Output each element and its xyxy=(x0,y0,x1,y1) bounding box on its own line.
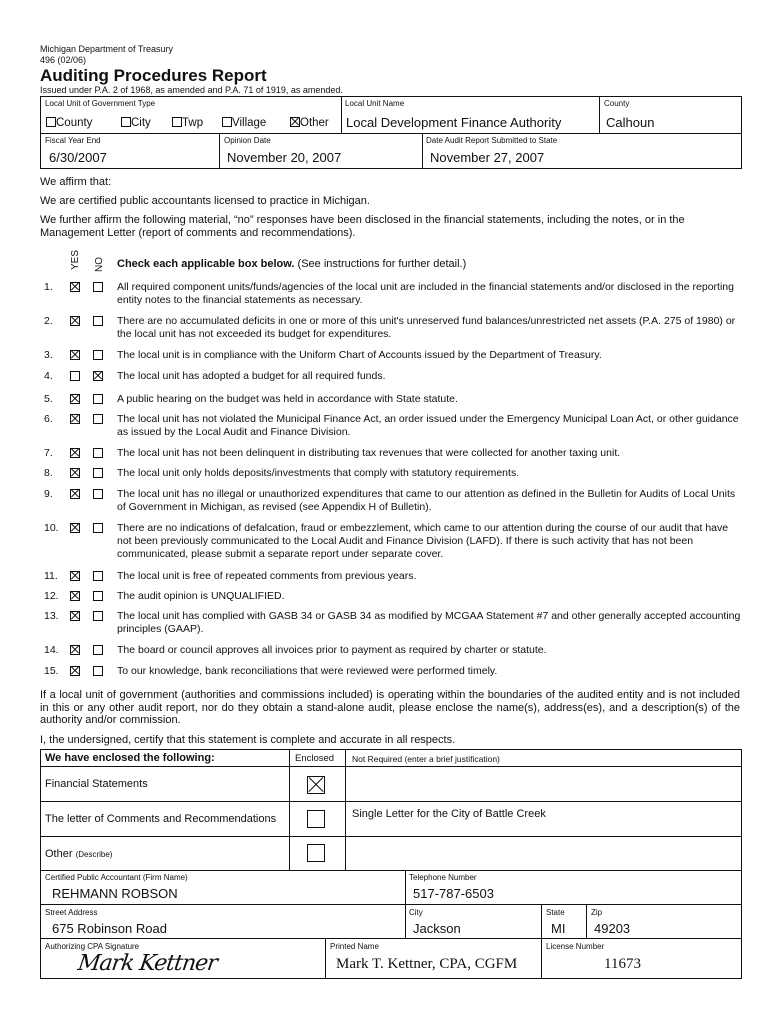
no-checkbox[interactable] xyxy=(93,591,103,601)
item-number: 1. xyxy=(44,281,53,293)
city-value[interactable]: Jackson xyxy=(413,921,461,936)
row-letter-comments-label: The letter of Comments and Recommendations xyxy=(45,813,277,825)
affirm-certified: We are certified public accountants licensed to practice in Michigan. xyxy=(40,195,370,207)
signature-label: Authorizing CPA Signature xyxy=(45,942,140,951)
zip-value[interactable]: 49203 xyxy=(594,921,631,936)
county-value[interactable]: Calhoun xyxy=(606,115,655,130)
street-label: Street Address xyxy=(45,908,98,917)
item-text: The local unit has not been delinquent in distributing tax revenues that were collected for another taxing unit. xyxy=(117,447,621,459)
firm-value[interactable]: REHMANN ROBSON xyxy=(52,886,178,901)
type-twp-checkbox[interactable] xyxy=(172,117,182,127)
yes-checkbox[interactable] xyxy=(70,350,80,360)
yes-checkbox[interactable] xyxy=(70,468,80,478)
no-checkbox[interactable] xyxy=(93,316,103,326)
yes-checkbox[interactable] xyxy=(70,611,80,621)
item-text: The local unit is free of repeated comments from previous years. xyxy=(117,570,417,582)
no-checkbox[interactable] xyxy=(93,666,103,676)
unit-name-value[interactable]: Local Development Finance Authority xyxy=(346,115,562,130)
item-text: The local unit has complied with GASB 34 or GASB 34 as modified by MCGAA Statement #7 and other generally accepted accounting principles (GAAP). xyxy=(117,610,741,635)
yes-column-label: YES xyxy=(70,249,81,270)
item-text: The local unit has adopted a budget for all required funds. xyxy=(117,370,386,382)
yes-checkbox[interactable] xyxy=(70,666,80,676)
unit-name-label: Local Unit Name xyxy=(345,99,405,108)
type-county[interactable]: County xyxy=(46,117,92,129)
dates-box xyxy=(40,133,742,169)
item-text: To our knowledge, bank reconciliations that were reviewed were performed timely. xyxy=(117,665,498,677)
no-checkbox[interactable] xyxy=(93,468,103,478)
yes-checkbox[interactable] xyxy=(70,282,80,292)
local-unit-note: If a local unit of government (authorities and commissions included) is operating within the boundaries of the audited entity and is not included in this or any other audit report, nor do they obtain a stand-alone audit, please enclose the name(s), address(es), and a description(s) of the authority and/or commission. xyxy=(40,689,740,726)
item-number: 15. xyxy=(44,665,59,677)
item-number: 2. xyxy=(44,315,53,327)
street-value[interactable]: 675 Robinson Road xyxy=(52,921,167,936)
yes-checkbox[interactable] xyxy=(70,489,80,499)
item-number: 10. xyxy=(44,522,59,534)
check-instruction: Check each applicable box below. (See instructions for further detail.) xyxy=(117,258,467,270)
fiscal-value[interactable]: 6/30/2007 xyxy=(49,150,107,165)
signature[interactable]: Mark Kettner xyxy=(76,951,219,976)
type-village-checkbox[interactable] xyxy=(222,117,232,127)
opinion-value[interactable]: November 20, 2007 xyxy=(227,150,342,165)
item-text: The local unit has no illegal or unauthorized expenditures that came to our attention as defined in the Bulletin for Audits of Local Units of Government in Michigan, as revised (see Appendix H of Bulletin). xyxy=(117,488,736,513)
letter-comments-enclosed-checkbox[interactable] xyxy=(307,810,325,828)
row-other-label: Other (Describe) xyxy=(45,848,113,860)
enclosed-col-label: Enclosed xyxy=(295,753,335,764)
type-other[interactable]: Other xyxy=(290,117,329,129)
type-city-checkbox[interactable] xyxy=(121,117,131,127)
yes-checkbox[interactable] xyxy=(70,571,80,581)
item-number: 9. xyxy=(44,488,53,500)
fiscal-label: Fiscal Year End xyxy=(45,136,101,145)
item-text: The local unit only holds deposits/investments that comply with statutory requirements. xyxy=(117,467,520,479)
city-label: City xyxy=(409,908,423,917)
printed-name-label: Printed Name xyxy=(330,942,379,951)
yes-checkbox[interactable] xyxy=(70,371,80,381)
yes-checkbox[interactable] xyxy=(70,394,80,404)
item-text: The board or council approves all invoices prior to payment as required by charter or statute. xyxy=(117,644,547,656)
enclosed-header: We have enclosed the following: xyxy=(45,752,215,764)
no-checkbox[interactable] xyxy=(93,282,103,292)
item-number: 5. xyxy=(44,393,53,405)
item-number: 11. xyxy=(44,570,58,582)
type-county-checkbox[interactable] xyxy=(46,117,56,127)
other-enclosed-checkbox[interactable] xyxy=(307,844,325,862)
item-number: 4. xyxy=(44,370,53,382)
affirm-further: We further affirm the following material, “no” responses have been disclosed in the financial statements, including the notes, or in the Management Letter (report of comments and recommendations). xyxy=(40,214,685,239)
page-title: Auditing Procedures Report xyxy=(40,66,267,85)
state-label: State xyxy=(546,908,565,917)
department-name: Michigan Department of Treasury xyxy=(40,44,174,54)
yes-checkbox[interactable] xyxy=(70,414,80,424)
zip-label: Zip xyxy=(591,908,603,917)
yes-checkbox[interactable] xyxy=(70,316,80,326)
no-checkbox[interactable] xyxy=(93,489,103,499)
item-number: 12. xyxy=(44,590,59,602)
unit-type-label: Local Unit of Government Type xyxy=(45,99,156,108)
yes-checkbox[interactable] xyxy=(70,645,80,655)
type-village[interactable]: Village xyxy=(222,117,266,129)
no-checkbox[interactable] xyxy=(93,645,103,655)
no-checkbox[interactable] xyxy=(93,611,103,621)
item-text: The local unit is in compliance with the Uniform Chart of Accounts issued by the Department of Treasury. xyxy=(117,349,602,361)
no-checkbox[interactable] xyxy=(93,448,103,458)
affirm-intro: We affirm that: xyxy=(40,176,112,188)
item-text: The local unit has not violated the Municipal Finance Act, an order issued under the Emergency Municipal Loan Act, or other guidance as issued by the Local Audit and Finance Division. xyxy=(117,413,739,438)
item-number: 13. xyxy=(44,610,59,622)
type-city[interactable]: City xyxy=(121,117,151,129)
item-number: 3. xyxy=(44,349,53,361)
financial-statements-enclosed-checkbox[interactable] xyxy=(307,776,325,794)
no-checkbox[interactable] xyxy=(93,394,103,404)
phone-label: Telephone Number xyxy=(409,873,477,882)
no-checkbox[interactable] xyxy=(93,571,103,581)
item-text: There are no accumulated deficits in one or more of this unit's unreserved fund balances/unrestricted net assets (P.A. 275 of 1980) or the local unit has not exceeded its budget for expenditures. xyxy=(117,315,736,340)
yes-checkbox[interactable] xyxy=(70,448,80,458)
state-value[interactable]: MI xyxy=(551,921,566,936)
item-text: A public hearing on the budget was held in accordance with State statute. xyxy=(117,393,458,405)
item-text: There are no indications of defalcation, fraud or embezzlement, which came to our attention during the course of our audit that have not been previously communicated to the Local Audit and Finance Division (LAFD). If there is such activity that has not been communicated, please submit a separate report under separate cover. xyxy=(117,522,729,560)
no-checkbox[interactable] xyxy=(93,371,103,381)
county-label: County xyxy=(604,99,630,108)
item-number: 14. xyxy=(44,644,59,656)
submitted-value[interactable]: November 27, 2007 xyxy=(430,150,545,165)
yes-checkbox[interactable] xyxy=(70,523,80,533)
certify-statement: I, the undersigned, certify that this statement is complete and accurate in all respects. xyxy=(40,734,456,746)
yes-checkbox[interactable] xyxy=(70,591,80,601)
item-number: 7. xyxy=(44,447,53,459)
row-financial-statements-label: Financial Statements xyxy=(45,778,148,790)
item-number: 6. xyxy=(44,413,53,425)
phone-value[interactable]: 517-787-6503 xyxy=(413,886,494,901)
type-twp[interactable]: Twp xyxy=(172,117,203,129)
no-column-label: NO xyxy=(94,257,105,272)
type-other-checkbox[interactable] xyxy=(290,117,300,127)
item-number: 8. xyxy=(44,467,53,479)
firm-label: Certified Public Accountant (Firm Name) xyxy=(45,873,188,882)
issued-under: Issued under P.A. 2 of 1968, as amended and P.A. 71 of 1919, as amended. xyxy=(40,85,343,95)
license-label: License Number xyxy=(546,942,605,951)
item-text: The audit opinion is UNQUALIFIED. xyxy=(117,590,285,602)
opinion-label: Opinion Date xyxy=(224,136,271,145)
no-checkbox[interactable] xyxy=(93,414,103,424)
license-value[interactable]: 11673 xyxy=(604,956,641,972)
letter-comments-justification[interactable]: Single Letter for the City of Battle Creek xyxy=(352,808,546,820)
item-text: All required component units/funds/agencies of the local unit are included in the financial statements and/or disclosed in the reporting entity notes to the financial statements as necessary. xyxy=(117,281,734,306)
printed-name-value[interactable]: Mark T. Kettner, CPA, CGFM xyxy=(336,956,518,972)
no-checkbox[interactable] xyxy=(93,350,103,360)
form-number: 496 (02/06) xyxy=(40,55,87,65)
submitted-label: Date Audit Report Submitted to State xyxy=(426,136,558,145)
no-checkbox[interactable] xyxy=(93,523,103,533)
not-required-col-label: Not Required (enter a brief justification) xyxy=(352,754,500,764)
